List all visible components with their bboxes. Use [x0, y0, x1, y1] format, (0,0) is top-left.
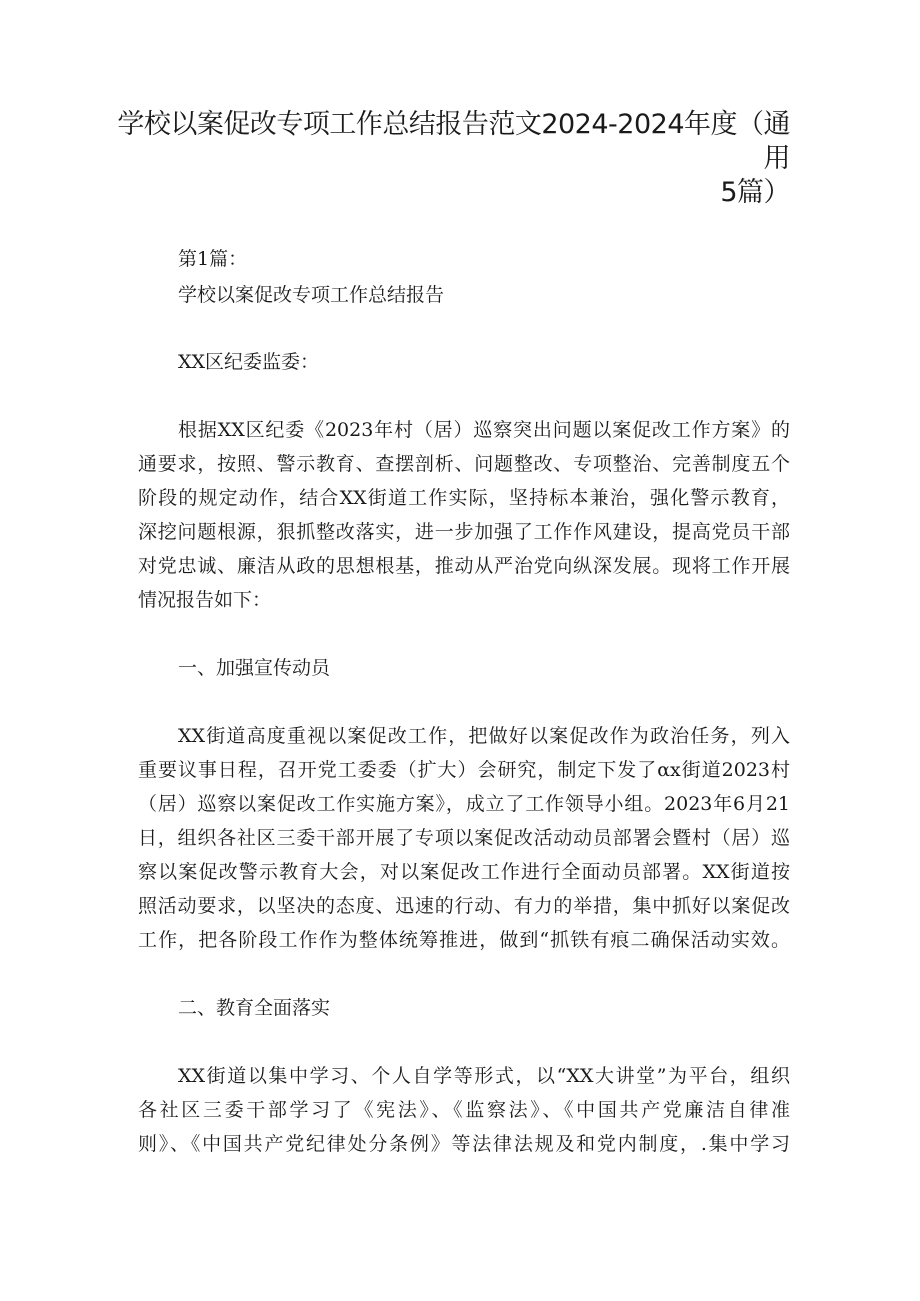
paragraph-3-line-3: 则》、《中国共产党纪律处分条例》等法律法规及和党内制度，.集中学习 — [138, 1133, 790, 1155]
paragraph-1-line-2: 通要求，按照、警示教育、查摆剖析、问题整改、专项整治、完善制度五个 — [138, 453, 790, 475]
paragraph-1-line-3: 阶段的规定动作，结合XX街道工作实际，坚持标本兼治，强化警示教育， — [138, 487, 790, 509]
paragraph-3-line-1: XX街道以集中学习、个人自学等形式，以“XX大讲堂”为平台，组织 — [178, 1065, 790, 1087]
paragraph-2-line-4: 日，组织各社区三委干部开展了专项以案促改活动动员部署会暨村（居）巡 — [138, 827, 790, 849]
paragraph-2-line-5: 察以案促改警示教育大会，对以案促改工作进行全面动员部署。XX街道按 — [138, 861, 790, 883]
paragraph-2-line-2: 重要议事日程，召开党工委委（扩大）会研究，制定下发了αx街道2023村 — [138, 759, 790, 781]
chapter-label: 第1篇： — [178, 248, 248, 270]
paragraph-2-line-1: XX街道高度重视以案促改工作，把做好以案促改作为政治任务，列入 — [178, 725, 790, 747]
section-heading-1: 一、加强宣传动员 — [178, 657, 331, 679]
section-heading-2: 二、教育全面落实 — [178, 997, 331, 1019]
document-title-line-1: 学校以案促改专项工作总结报告范文2024-2024年度（通用 — [117, 109, 790, 174]
paragraph-1-line-4: 深挖问题根源，狠抓整改落实，进一步加强了工作作风建设，提高党员干部 — [138, 521, 790, 543]
paragraph-2-line-3: （居）巡察以案促改工作实施方案》，成立了工作领导小组。2023年6月21 — [138, 793, 790, 815]
chapter-title: 学校以案促改专项工作总结报告 — [178, 284, 445, 306]
paragraph-1-line-1: 根据XX区纪委《2023年村（居）巡察突出问题以案促改工作方案》的 — [178, 419, 790, 441]
paragraph-1-line-5: 对党忠诚、廉洁从政的思想根基，推动从严治党向纵深发展。现将工作开展 — [138, 555, 790, 577]
paragraph-1-line-6: 情况报告如下： — [138, 589, 272, 611]
document-title-line-2: 5篇） — [720, 177, 790, 208]
document-title — [100, 108, 790, 210]
salutation: XX区纪委监委： — [178, 351, 320, 373]
paragraph-3-line-2: 各社区三委干部学习了《宪法》、《监察法》、《中国共产党廉洁自律准 — [138, 1099, 790, 1121]
paragraph-2-line-6: 照活动要求，以坚决的态度、迅速的行动、有力的举措，集中抓好以案促改 — [138, 895, 790, 917]
paragraph-2-line-7: 工作，把各阶段工作作为整体统筹推进，做到“抓铁有痕二确保活动实效。 — [138, 929, 790, 951]
